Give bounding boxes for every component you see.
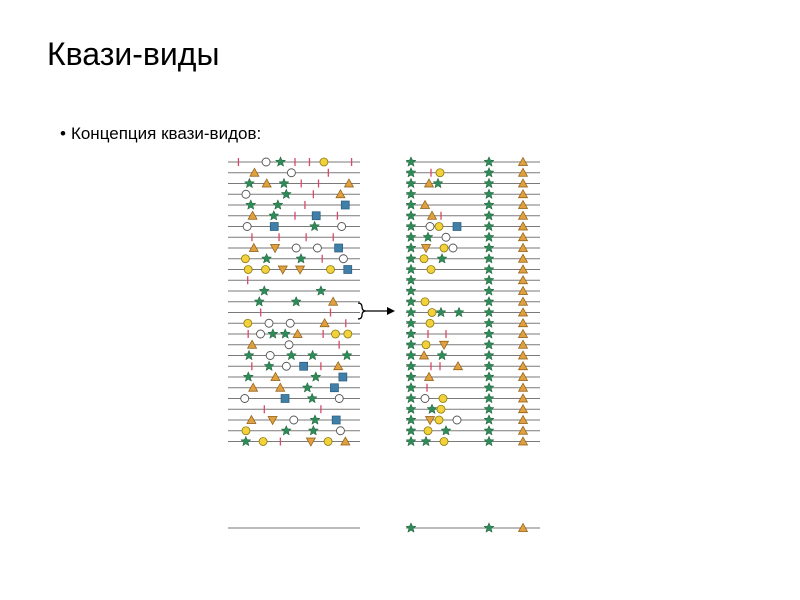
star-icon (259, 286, 269, 295)
left-sequence-row (228, 361, 360, 370)
circle-icon (286, 319, 294, 327)
filled-circle-icon (436, 169, 444, 177)
right-sequence-row (406, 178, 540, 187)
star-icon (421, 436, 431, 445)
right-sequence-row (406, 404, 540, 413)
right-sequence-row (406, 436, 540, 445)
star-icon (484, 189, 494, 198)
right-sequence-row (406, 383, 540, 392)
star-icon (484, 232, 494, 241)
star-icon (484, 523, 494, 532)
star-icon (307, 393, 317, 402)
filled-circle-icon (241, 255, 249, 263)
star-icon (433, 178, 443, 187)
star-icon (310, 415, 320, 424)
left-sequence-row (228, 244, 360, 253)
filled-circle-icon (244, 266, 252, 274)
right-sequence-row (406, 275, 540, 284)
star-icon (308, 426, 318, 435)
square-icon (330, 384, 338, 392)
right-sequence-panel (406, 157, 540, 446)
right-sequence-row (406, 200, 540, 209)
left-sequence-row (228, 157, 360, 166)
slide-title: Квази-виды (47, 36, 220, 72)
arrow-head-icon (387, 307, 395, 315)
star-icon (406, 254, 416, 263)
filled-circle-icon (324, 438, 332, 446)
left-sequence-row (228, 178, 360, 187)
left-sequence-row (228, 189, 360, 198)
right-sequence-row (406, 168, 540, 177)
right-sequence-row (406, 329, 540, 338)
right-sequence-row (406, 232, 540, 241)
filled-circle-icon (428, 309, 436, 317)
left-sequence-row (228, 286, 360, 295)
left-sequence-row (228, 383, 360, 392)
filled-circle-icon (437, 405, 445, 413)
left-sequence-row (228, 372, 360, 381)
square-icon (344, 266, 352, 274)
star-icon (436, 307, 446, 316)
right-sequence-row (406, 211, 540, 220)
left-sequence-row (228, 233, 360, 241)
circle-icon (242, 190, 250, 198)
star-icon (406, 297, 416, 306)
right-consensus-row (406, 523, 540, 532)
star-icon (406, 264, 416, 273)
star-icon (302, 383, 312, 392)
star-icon (406, 200, 416, 209)
bullet-marker: • (60, 124, 66, 143)
filled-circle-icon (344, 330, 352, 338)
star-icon (484, 361, 494, 370)
star-icon (291, 297, 301, 306)
right-sequence-row (406, 340, 540, 350)
star-icon (281, 426, 291, 435)
square-icon (335, 244, 343, 252)
filled-circle-icon (424, 427, 432, 435)
circle-icon (313, 244, 321, 252)
star-icon (484, 372, 494, 381)
left-sequence-row (228, 340, 360, 349)
star-icon (406, 383, 416, 392)
right-sequence-row (406, 297, 540, 306)
circle-icon (339, 255, 347, 263)
right-sequence-row (406, 307, 540, 316)
star-icon (280, 329, 290, 338)
left-sequence-row (228, 405, 360, 413)
star-icon (427, 404, 437, 413)
star-icon (245, 178, 255, 187)
star-icon (262, 254, 272, 263)
star-icon (484, 178, 494, 187)
circle-icon (282, 362, 290, 370)
selection-brace (358, 303, 395, 319)
star-icon (342, 350, 352, 359)
filled-circle-icon (422, 341, 430, 349)
star-icon (406, 168, 416, 177)
consensus-sequence (228, 523, 540, 532)
left-sequence-row (228, 436, 360, 446)
circle-icon (266, 352, 274, 360)
right-sequence-row (406, 361, 540, 370)
square-icon (341, 201, 349, 209)
star-icon (484, 393, 494, 402)
filled-circle-icon (440, 438, 448, 446)
square-icon (300, 362, 308, 370)
star-icon (484, 404, 494, 413)
star-icon (246, 200, 256, 209)
filled-circle-icon (426, 319, 434, 327)
circle-icon (241, 395, 249, 403)
square-icon (332, 416, 340, 424)
star-icon (437, 350, 447, 359)
filled-circle-icon (262, 266, 270, 274)
right-sequence-row (406, 372, 540, 381)
star-icon (296, 254, 306, 263)
right-sequence-row (406, 189, 540, 198)
star-icon (406, 523, 416, 532)
left-sequence-row (228, 393, 360, 402)
star-icon (406, 318, 416, 327)
right-sequence-row (406, 415, 540, 425)
filled-circle-icon (421, 298, 429, 306)
star-icon (484, 275, 494, 284)
right-sequence-row (406, 426, 540, 435)
left-sequence-row (228, 329, 360, 338)
star-icon (484, 211, 494, 220)
brace-icon (358, 303, 366, 319)
filled-circle-icon (440, 244, 448, 252)
circle-icon (338, 223, 346, 231)
star-icon (287, 350, 297, 359)
right-sequence-row (406, 221, 540, 230)
left-sequence-row (228, 211, 360, 220)
star-icon (276, 157, 286, 166)
circle-icon (285, 341, 293, 349)
star-icon (484, 340, 494, 349)
star-icon (406, 372, 416, 381)
star-icon (406, 243, 416, 252)
right-sequence-row (406, 286, 540, 295)
star-icon (311, 372, 321, 381)
star-icon (454, 307, 464, 316)
star-icon (406, 157, 416, 166)
square-icon (453, 223, 461, 231)
circle-icon (292, 244, 300, 252)
filled-circle-icon (244, 319, 252, 327)
star-icon (484, 307, 494, 316)
star-icon (406, 232, 416, 241)
left-sequence-row (228, 319, 360, 328)
circle-icon (257, 330, 265, 338)
right-sequence-row (406, 350, 540, 359)
star-icon (484, 415, 494, 424)
star-icon (484, 350, 494, 359)
square-icon (270, 223, 278, 231)
right-sequence-row (406, 254, 540, 263)
circle-icon (336, 427, 344, 435)
left-sequence-row (228, 221, 360, 230)
square-icon (312, 212, 320, 220)
star-icon (423, 232, 433, 241)
left-sequence-row (228, 426, 360, 435)
star-icon (241, 436, 251, 445)
right-sequence-row (406, 393, 540, 402)
circle-icon (335, 395, 343, 403)
star-icon (406, 415, 416, 424)
star-icon (406, 221, 416, 230)
left-sequence-panel (228, 157, 360, 446)
right-sequence-row (406, 318, 540, 327)
star-icon (484, 426, 494, 435)
left-sequence-row (228, 415, 360, 425)
circle-icon (265, 319, 273, 327)
star-icon (406, 329, 416, 338)
star-icon (308, 350, 318, 359)
star-icon (484, 264, 494, 273)
star-icon (268, 329, 278, 338)
left-sequence-row (228, 276, 360, 284)
star-icon (406, 307, 416, 316)
star-icon (406, 426, 416, 435)
filled-circle-icon (427, 266, 435, 274)
star-icon (254, 297, 264, 306)
star-icon (269, 211, 279, 220)
left-sequence-row (228, 200, 360, 209)
star-icon (484, 383, 494, 392)
circle-icon (290, 416, 298, 424)
filled-circle-icon (259, 438, 267, 446)
star-icon (406, 436, 416, 445)
star-icon (484, 200, 494, 209)
left-sequence-row (228, 309, 360, 317)
circle-icon (421, 395, 429, 403)
star-icon (310, 221, 320, 230)
star-icon (316, 286, 326, 295)
filled-circle-icon (435, 416, 443, 424)
star-icon (406, 340, 416, 349)
star-icon (484, 436, 494, 445)
square-icon (339, 373, 347, 381)
left-sequence-row (228, 266, 360, 275)
star-icon (244, 350, 254, 359)
filled-circle-icon (242, 427, 250, 435)
star-icon (484, 221, 494, 230)
filled-circle-icon (331, 330, 339, 338)
square-icon (281, 395, 289, 403)
left-sequence-row (228, 254, 360, 263)
circle-icon (243, 223, 251, 231)
right-sequence-row (406, 243, 540, 253)
star-icon (484, 318, 494, 327)
circle-icon (287, 169, 295, 177)
star-icon (484, 297, 494, 306)
bullet-text: Концепция квази-видов: (70, 124, 262, 143)
filled-circle-icon (439, 395, 447, 403)
star-icon (406, 350, 416, 359)
star-icon (406, 275, 416, 284)
right-sequence-row (406, 264, 540, 273)
star-icon (273, 200, 283, 209)
star-icon (484, 254, 494, 263)
star-icon (484, 157, 494, 166)
filled-circle-icon (420, 255, 428, 263)
left-sequence-row (228, 168, 360, 177)
circle-icon (442, 233, 450, 241)
right-sequence-row (406, 157, 540, 166)
star-icon (406, 361, 416, 370)
star-icon (484, 286, 494, 295)
star-icon (437, 254, 447, 263)
star-icon (406, 178, 416, 187)
circle-icon (426, 223, 434, 231)
star-icon (281, 189, 291, 198)
star-icon (264, 361, 274, 370)
left-sequence-row (228, 297, 360, 306)
star-icon (279, 178, 289, 187)
star-icon (441, 426, 451, 435)
star-icon (406, 211, 416, 220)
circle-icon (453, 416, 461, 424)
star-icon (406, 286, 416, 295)
star-icon (484, 243, 494, 252)
circle-icon (262, 158, 270, 166)
star-icon (406, 189, 416, 198)
star-icon (406, 393, 416, 402)
star-icon (243, 372, 253, 381)
circle-icon (449, 244, 457, 252)
star-icon (406, 404, 416, 413)
filled-circle-icon (327, 266, 335, 274)
star-icon (484, 168, 494, 177)
left-sequence-row (228, 350, 360, 359)
star-icon (484, 329, 494, 338)
filled-circle-icon (320, 158, 328, 166)
filled-circle-icon (435, 223, 443, 231)
